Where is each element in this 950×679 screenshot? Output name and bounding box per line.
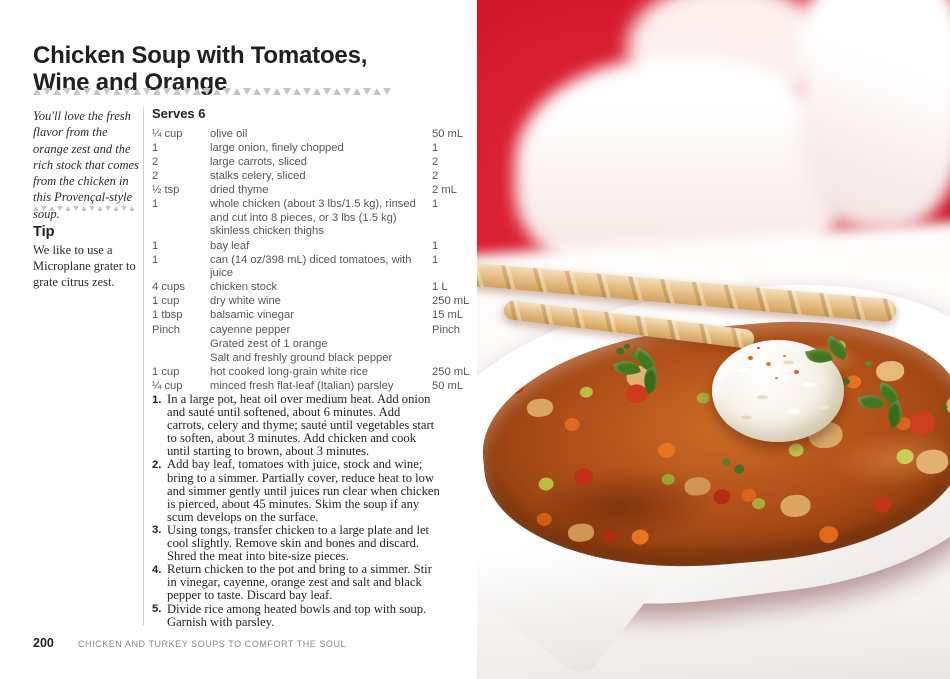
step-text: In a large pot, heat oil over medium heat. Add onion and sauté until softened, about 6 minutes. Add carrots, celery and thyme; sauté until vegetables start to soften, about 3 minutes. Add chicken and cook until starting to brown, about 3 minutes. xyxy=(167,392,435,459)
ingredient-qty: 1 cup xyxy=(152,295,180,308)
background-pitcher xyxy=(799,0,950,230)
step-number: 4. xyxy=(152,563,162,576)
step-item xyxy=(152,563,440,602)
steps-list xyxy=(152,393,440,629)
triangle-up-icon xyxy=(53,88,61,95)
ingredient-qty: 1 xyxy=(152,142,159,155)
triangle-down-icon xyxy=(89,206,95,211)
ingredient-row xyxy=(152,128,464,142)
triangle-up-icon xyxy=(193,88,201,95)
page-number: 200 xyxy=(33,636,54,650)
triangle-down-icon xyxy=(263,88,271,95)
step-number: 2. xyxy=(152,458,162,471)
ingredient-qty: 1 cup xyxy=(152,365,180,378)
ingredient-row xyxy=(152,281,448,295)
triangle-up-icon xyxy=(81,206,87,211)
step-number: 3. xyxy=(152,524,162,537)
triangle-up-icon xyxy=(33,206,39,211)
ingredient-metric: 1 L xyxy=(432,281,448,294)
triangle-up-icon xyxy=(293,88,301,95)
ingredient-metric: 2 xyxy=(432,170,439,183)
triangle-down-icon xyxy=(123,88,131,95)
triangle-up-icon xyxy=(333,88,341,95)
step-text: Add bay leaf, tomatoes with juice, stock and wine; bring to a simmer. Partially cover, reduce heat to low and simmer gently until juices run clear when chicken is pierced, about 45 minutes. Skim the soup if any scum develops on the surface. xyxy=(167,457,440,524)
ingredient-qty: ¼ cup xyxy=(152,379,183,392)
ingredient-qty: 1 xyxy=(152,253,159,266)
triangle-up-icon xyxy=(33,88,41,95)
ingredient-qty: 1 xyxy=(152,198,159,211)
triangle-up-icon xyxy=(273,88,281,95)
serves-label: Serves 6 xyxy=(152,106,206,121)
triangle-down-icon xyxy=(83,88,91,95)
triangle-down-icon xyxy=(303,88,311,95)
triangle-up-icon xyxy=(173,88,181,95)
triangle-down-icon xyxy=(343,88,351,95)
triangle-down-icon xyxy=(41,206,47,211)
triangle-down-icon xyxy=(383,88,391,95)
column-rule xyxy=(143,107,144,625)
ingredient-row xyxy=(152,338,437,352)
ingredient-row xyxy=(152,295,470,309)
tip-heading: Tip xyxy=(33,224,55,240)
ingredient-name: can (14 oz/398 mL) diced tomatoes, with juice xyxy=(210,253,412,280)
ingredient-row xyxy=(152,309,464,323)
ingredient-qty: 2 xyxy=(152,156,159,169)
triangle-down-icon xyxy=(143,88,151,95)
triangle-up-icon xyxy=(313,88,321,95)
parsley-garnish xyxy=(859,386,923,442)
ingredient-row xyxy=(152,156,437,170)
triangle-up-icon xyxy=(153,88,161,95)
triangle-divider-large xyxy=(33,88,437,95)
triangle-up-icon xyxy=(97,206,103,211)
ingredient-name: olive oil xyxy=(210,128,248,140)
ingredient-qty: 4 cups xyxy=(152,281,185,294)
ingredient-name: stalks celery, sliced xyxy=(210,170,306,183)
triangle-down-icon xyxy=(203,88,211,95)
ingredient-name: bay leaf xyxy=(210,239,250,252)
pepper-flakes xyxy=(748,356,753,360)
step-text: Return chicken to the pot and bring to a simmer. Stir in vinegar, cayenne, orange zest and salt and black pepper to taste. Discard bay leaf. xyxy=(167,562,432,603)
ingredient-metric: 1 xyxy=(432,198,439,211)
ingredient-row xyxy=(152,198,437,239)
ingredient-row xyxy=(152,365,470,380)
parsley-leaf xyxy=(639,366,662,394)
ingredient-list xyxy=(152,128,470,394)
triangle-up-icon xyxy=(133,88,141,95)
tip-body: We like to use a Microplane grater to grate citrus zest. xyxy=(33,243,136,289)
triangle-down-icon xyxy=(103,88,111,95)
triangle-down-icon xyxy=(223,88,231,95)
ingredient-row xyxy=(152,170,437,184)
recipe-photo xyxy=(477,0,950,679)
triangle-up-icon xyxy=(373,88,381,95)
ingredient-qty: Pinch xyxy=(152,323,180,336)
ingredient-row xyxy=(152,142,437,156)
ingredient-qty xyxy=(152,338,210,352)
triangle-up-icon xyxy=(113,206,119,211)
triangle-down-icon xyxy=(323,88,331,95)
triangle-down-icon xyxy=(163,88,171,95)
ingredient-name: whole chicken (about 3 lbs/1.5 kg), rinsed and cut into 8 pieces, or 3 lbs (1.5 kg) skinless chicken thighs xyxy=(210,198,416,238)
ingredient-metric: 2 mL xyxy=(432,184,457,197)
triangle-up-icon xyxy=(113,88,121,95)
triangle-down-icon xyxy=(57,206,63,211)
triangle-down-icon xyxy=(183,88,191,95)
title-line-2: Wine and Orange xyxy=(33,69,228,97)
triangle-down-icon xyxy=(63,88,71,95)
step-text: Using tongs, transfer chicken to a large plate and let cool slightly. Remove skin and bones and discard. Shred the meat into bite-size pieces. xyxy=(167,522,430,564)
triangle-up-icon xyxy=(65,206,71,211)
title-line-1: Chicken Soup with Tomatoes, xyxy=(33,42,368,70)
ingredient-row xyxy=(152,240,437,254)
ingredient-name: dry white wine xyxy=(210,295,281,308)
ingredient-metric: 250 mL xyxy=(432,295,470,308)
ingredient-name: cayenne pepper xyxy=(210,323,291,336)
ingredient-name: chicken stock xyxy=(210,281,278,294)
triangle-up-icon xyxy=(49,206,55,211)
ingredient-qty xyxy=(152,352,210,366)
ingredient-metric: 1 xyxy=(432,253,439,266)
triangle-up-icon xyxy=(353,88,361,95)
triangle-down-icon xyxy=(121,206,127,211)
ingredient-metric xyxy=(432,338,437,352)
chapter-title: CHICKEN AND TURKEY SOUPS TO COMFORT THE SOUL xyxy=(78,638,347,649)
ingredient-name: hot cooked long-grain white rice xyxy=(210,365,368,378)
ingredient-metric: 1 xyxy=(432,239,439,252)
ingredient-row xyxy=(152,254,437,281)
triangle-down-icon xyxy=(363,88,371,95)
ingredient-qty: 1 tbsp xyxy=(152,309,183,322)
ingredient-name: large onion, finely chopped xyxy=(210,142,344,155)
parsley-garnish xyxy=(807,340,857,380)
sidebar-intro-text: You'll love the fresh flavor from the orange zest and the rich stock that comes from the chicken in this Provençal-style soup. xyxy=(33,109,139,221)
step-item xyxy=(152,393,440,458)
ingredient-metric: 250 mL xyxy=(432,365,470,378)
triangle-up-icon xyxy=(129,206,135,211)
ingredient-qty: ½ tsp xyxy=(152,184,180,197)
ingredient-metric: Pinch xyxy=(432,323,460,336)
triangle-divider-small xyxy=(33,206,131,211)
soup-broth xyxy=(477,307,950,585)
ingredient-name: Grated zest of 1 orange xyxy=(210,337,328,350)
ingredient-metric xyxy=(432,352,437,366)
ingredient-name: Salt and freshly ground black pepper xyxy=(210,351,393,364)
ingredient-qty: 1 xyxy=(152,239,159,252)
ingredient-metric: 2 xyxy=(432,156,439,169)
broth-texture xyxy=(477,307,950,585)
ingredient-metric: 1 xyxy=(432,142,439,155)
ingredient-row xyxy=(152,352,437,366)
triangle-down-icon xyxy=(243,88,251,95)
step-item xyxy=(152,603,440,629)
ingredient-row xyxy=(152,323,460,338)
triangle-up-icon xyxy=(73,88,81,95)
ingredient-name: large carrots, sliced xyxy=(210,156,307,169)
ingredient-qty: ¼ cup xyxy=(152,128,183,140)
step-item xyxy=(152,458,440,523)
triangle-up-icon xyxy=(213,88,221,95)
triangle-down-icon xyxy=(105,206,111,211)
ingredient-qty: 2 xyxy=(152,170,159,183)
ingredient-metric: 15 mL xyxy=(432,309,464,322)
step-number: 5. xyxy=(152,603,162,615)
ingredient-name: dried thyme xyxy=(210,184,269,197)
step-item xyxy=(152,524,440,563)
triangle-up-icon xyxy=(93,88,101,95)
parsley-leaf xyxy=(883,400,906,428)
ingredient-metric: 50 mL xyxy=(432,379,464,392)
ingredient-name: minced fresh flat-leaf (Italian) parsley xyxy=(210,379,394,392)
parsley-garnish xyxy=(615,352,675,402)
ingredient-metric: 50 mL xyxy=(432,128,464,140)
triangle-up-icon xyxy=(233,88,241,95)
step-text: Divide rice among heated bowls and top with soup. Garnish with parsley. xyxy=(167,601,427,629)
step-number: 1. xyxy=(152,393,162,406)
ingredient-row xyxy=(152,184,457,198)
triangle-down-icon xyxy=(43,88,51,95)
sidebar-note xyxy=(33,108,141,222)
ingredient-name: balsamic vinegar xyxy=(210,309,294,322)
triangle-down-icon xyxy=(73,206,79,211)
triangle-down-icon xyxy=(283,88,291,95)
triangle-up-icon xyxy=(253,88,261,95)
